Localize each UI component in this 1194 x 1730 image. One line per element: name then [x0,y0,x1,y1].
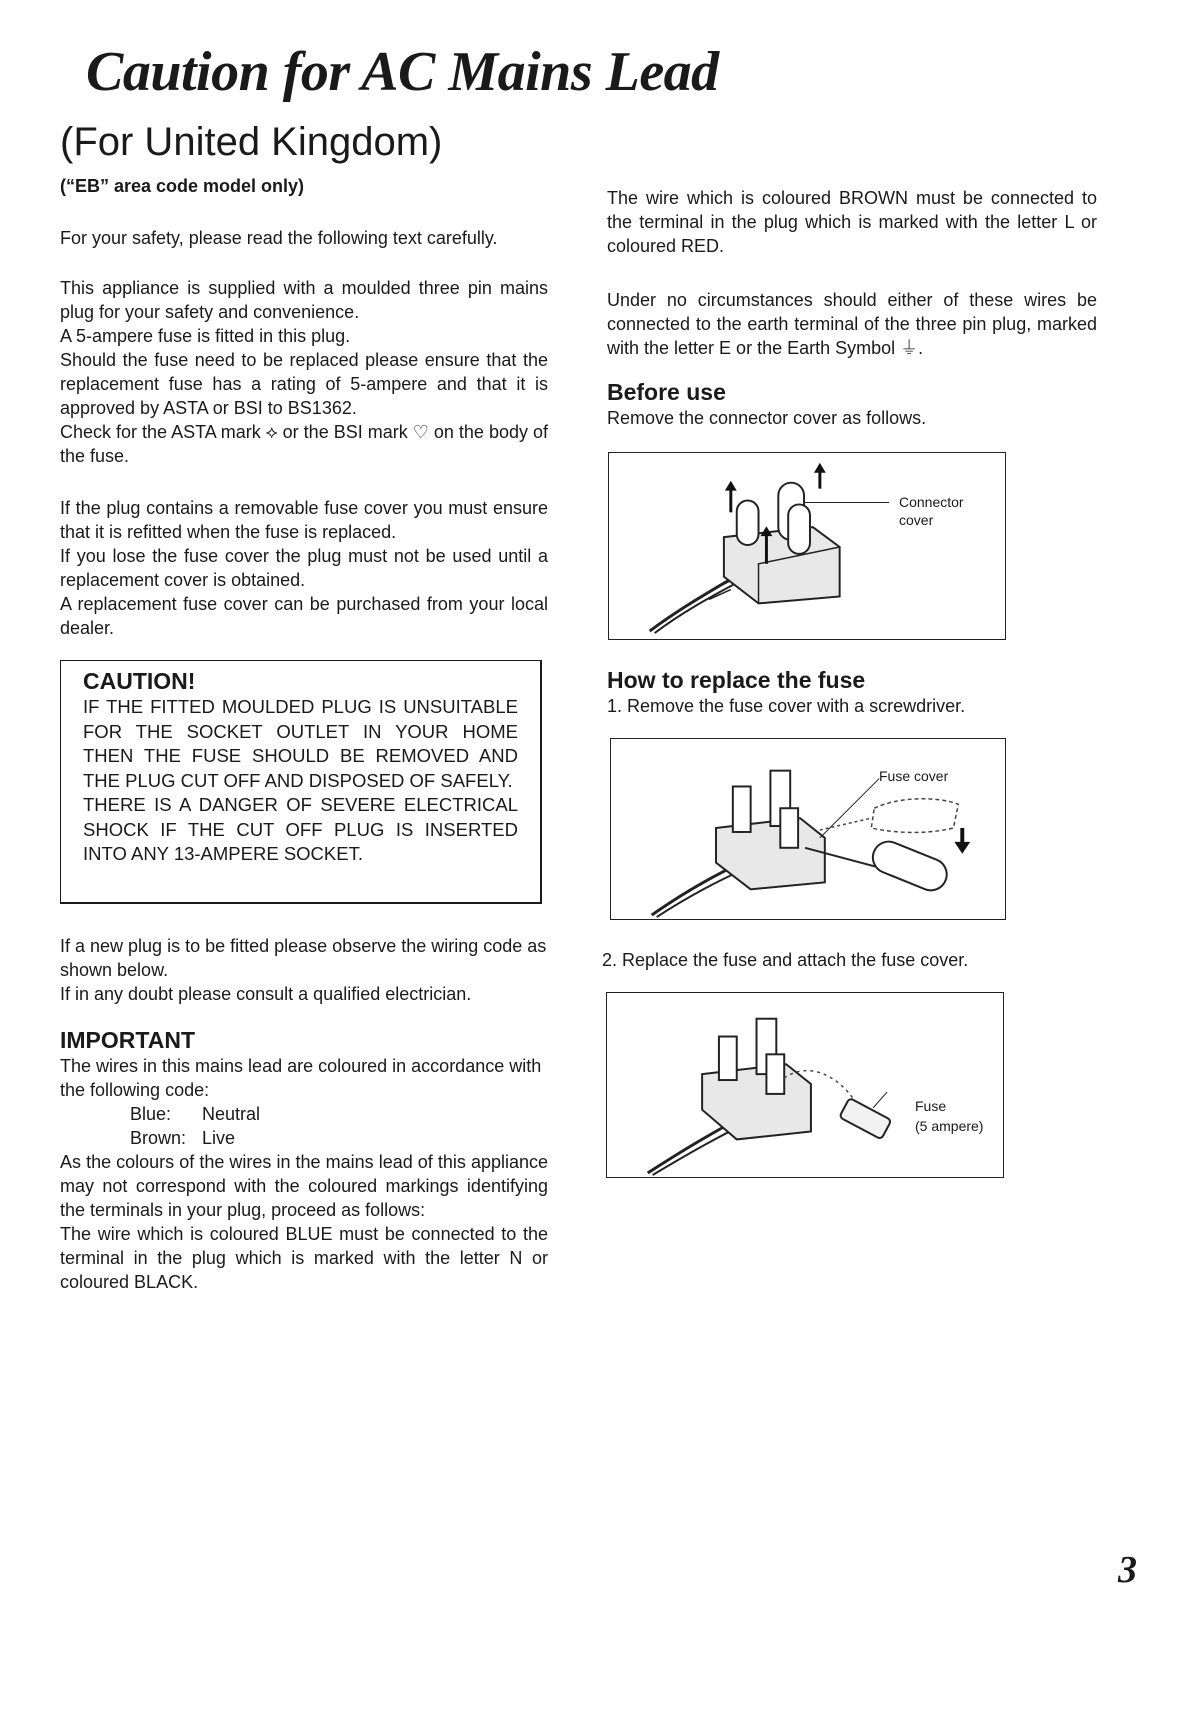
fuse-cover-label: Fuse cover [879,768,949,784]
plug-para-4: Check for the ASTA mark ⟡ or the BSI mark ♡ on the body of the fuse. [60,422,548,466]
howto-step-2: 2. Replace the fuse and attach the fuse cover. [602,950,969,970]
important-section [60,1026,548,1294]
plug-connector-cover-illustration [609,453,1005,639]
fuse-label: Fuse [915,1098,947,1114]
wire-code-brown-key: Brown: [130,1128,187,1148]
plug-para-2: A 5-ampere fuse is fitted in this plug. [60,326,351,346]
area-code-note: (“EB” area code model only) [60,176,305,196]
before-use-text: Remove the connector cover as follows. [607,408,927,428]
fuse-cover-figure [610,738,1006,920]
screwdriver-fuse-illustration [611,739,1005,919]
caution-title: CAUTION! [83,668,196,694]
fuse-cover-section [60,496,548,640]
connector-cover-label: Connector cover [899,494,964,528]
page-number: 3 [1118,1549,1137,1591]
fuse-figure [606,992,1004,1178]
wire-code-brown-value: Live [202,1128,236,1148]
wire-code-blue [60,1102,548,1126]
wire-code-blue-value: Neutral [202,1104,261,1124]
caution-box [60,660,542,904]
page-title: Caution for AC Mains Lead [86,41,719,103]
blue-wire-para: The wire which is coloured BLUE must be connected to the terminal in the plug which is marked with the letter N or coloured BLACK. [60,1224,548,1292]
howto-step-1: 1. Remove the fuse cover with a screwdriver. [607,696,966,716]
caution-text-1: IF THE FITTED MOULDED PLUG IS UNSUITABLE FOR THE SOCKET OUTLET IN YOUR HOME THEN THE FUSE SHOULD BE REMOVED AND THE PLUG CUT OFF AND DISPOSED OF SAFELY. [83,696,518,791]
howto-section [607,666,1097,718]
safety-intro-text: For your safety, please read the following text carefully. [60,228,498,248]
fuse-rating-label: (5 ampere) [915,1118,984,1134]
caution-text-2: THERE IS A DANGER OF SEVERE ELECTRICAL SHOCK IF THE CUT OFF PLUG IS INSERTED INTO ANY 13-AMPERE SOCKET. [83,794,518,864]
fuse-cover-para-1: If the plug contains a removable fuse cover you must ensure that it is refitted when the fuse is replaced. [60,498,548,542]
wire-code-blue-key: Blue: [130,1104,172,1124]
fuse-cover-para-2: If you lose the fuse cover the plug must not be used until a replacement cover is obtained. [60,546,548,590]
before-use-title: Before use [607,379,726,405]
plug-para-3: Should the fuse need to be replaced please ensure that the replacement fuse has a rating of 5-ampere and that it is approved by ASTA or BSI to BS1362. [60,350,548,418]
howto-title: How to replace the fuse [607,667,866,693]
before-use-section [607,378,1097,430]
safety-intro [60,226,548,250]
wire-code-brown [60,1126,548,1150]
new-plug-section [60,934,548,1006]
new-plug-para-2: If in any doubt please consult a qualified electrician. [60,984,472,1004]
plug-para-1: This appliance is supplied with a moulded three pin mains plug for your safety and convenience. [60,278,548,322]
plug-info-section [60,276,548,468]
earth-warning-para: Under no circumstances should either of these wires be connected to the earth terminal of the three pin plug, marked with the letter E or the Earth Symbol ⏚. [607,290,1097,358]
new-plug-para-1: If a new plug is to be fitted please observe the wiring code as shown below. [60,936,547,980]
page-subtitle: (For United Kingdom) [60,120,443,164]
brown-wire-para: The wire which is coloured BROWN must be connected to the terminal in the plug which is marked with the letter L or coloured RED. [607,188,1097,256]
replace-fuse-illustration [607,993,1003,1177]
important-text: The wires in this mains lead are coloured in accordance with the following code: [60,1056,542,1100]
brown-wire-section [607,186,1097,258]
colours-para: As the colours of the wires in the mains lead of this appliance may not correspond with the coloured markings identifying the terminals in your plug, proceed as follows: [60,1152,548,1220]
important-title: IMPORTANT [60,1027,196,1053]
step-2-section [602,948,1097,972]
connector-cover-figure [608,452,1006,640]
earth-warning-section [607,288,1097,360]
fuse-cover-para-3: A replacement fuse cover can be purchased from your local dealer. [60,594,548,638]
